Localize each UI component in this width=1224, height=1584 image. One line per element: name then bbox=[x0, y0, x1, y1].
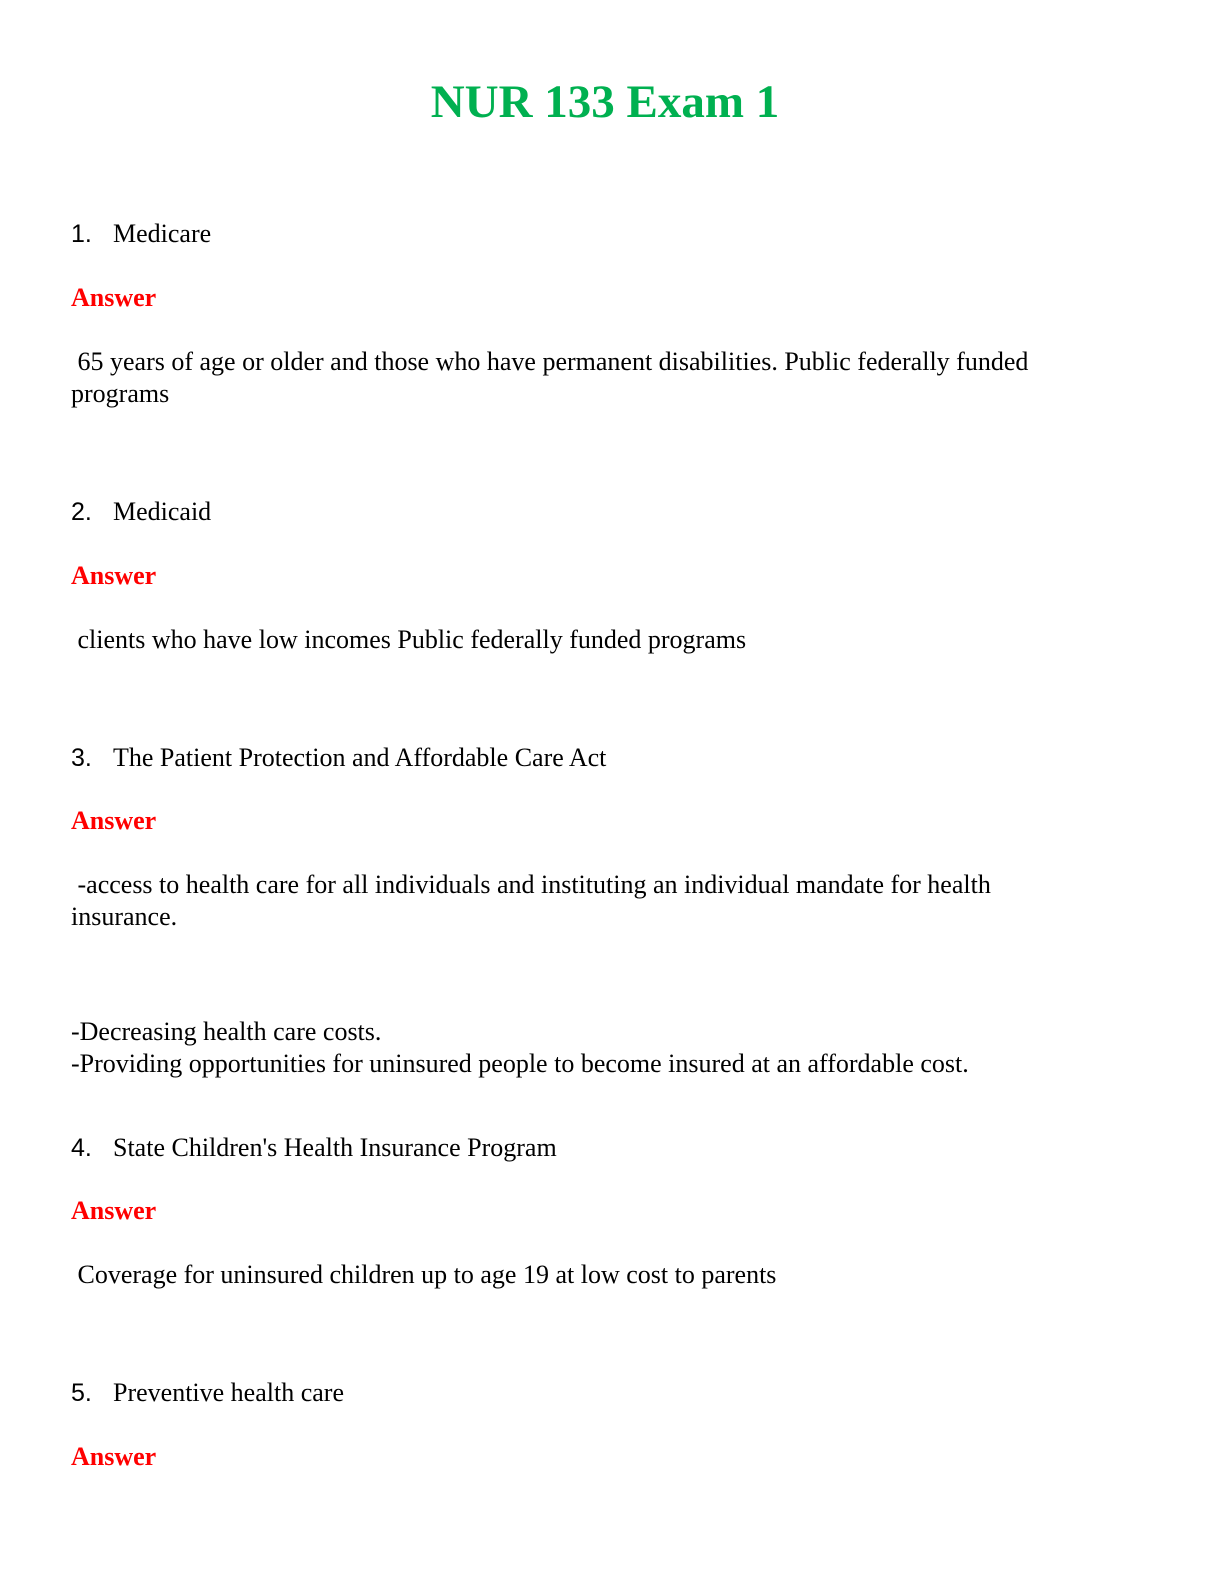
question-number: 3. bbox=[71, 744, 92, 772]
answer-label: Answer bbox=[71, 1196, 157, 1225]
answer-label: Answer bbox=[71, 283, 157, 312]
answer-label: Answer bbox=[71, 806, 157, 835]
question-number: 5. bbox=[71, 1379, 92, 1407]
answer-label: Answer bbox=[71, 1442, 157, 1471]
question-number: 4. bbox=[71, 1134, 92, 1162]
answer-label: Answer bbox=[71, 561, 157, 590]
question-5 bbox=[71, 1377, 344, 1409]
answer-text-3-line-4: -Providing opportunities for uninsured people to become insured at an affordable cost. bbox=[71, 1049, 969, 1078]
answer-text-2-line-1: clients who have low incomes Public federally funded programs bbox=[71, 625, 747, 654]
answer-text-1-line-2: programs bbox=[71, 379, 170, 408]
question-text: Preventive health care bbox=[113, 1378, 344, 1407]
question-text: Medicaid bbox=[113, 497, 212, 526]
question-text: Medicare bbox=[113, 219, 212, 248]
answer-text-3-line-3: -Decreasing health care costs. bbox=[71, 1017, 382, 1046]
question-1 bbox=[71, 218, 211, 250]
answer-text-3-line-2: insurance. bbox=[71, 902, 178, 931]
question-number: 1. bbox=[71, 220, 92, 248]
question-2 bbox=[71, 496, 211, 528]
question-number: 2. bbox=[71, 498, 92, 526]
question-text: State Children's Health Insurance Program bbox=[113, 1133, 557, 1162]
question-3 bbox=[71, 742, 606, 774]
question-4 bbox=[71, 1132, 557, 1164]
answer-text-3-line-1: -access to health care for all individuals and instituting an individual mandate for health bbox=[71, 870, 991, 899]
answer-text-4-line-1: Coverage for uninsured children up to age 19 at low cost to parents bbox=[71, 1260, 777, 1289]
answer-text-1-line-1: 65 years of age or older and those who have permanent disabilities. Public federally funded bbox=[71, 347, 1029, 376]
question-text: The Patient Protection and Affordable Care Act bbox=[113, 743, 607, 772]
page-title: NUR 133 Exam 1 bbox=[430, 76, 780, 128]
